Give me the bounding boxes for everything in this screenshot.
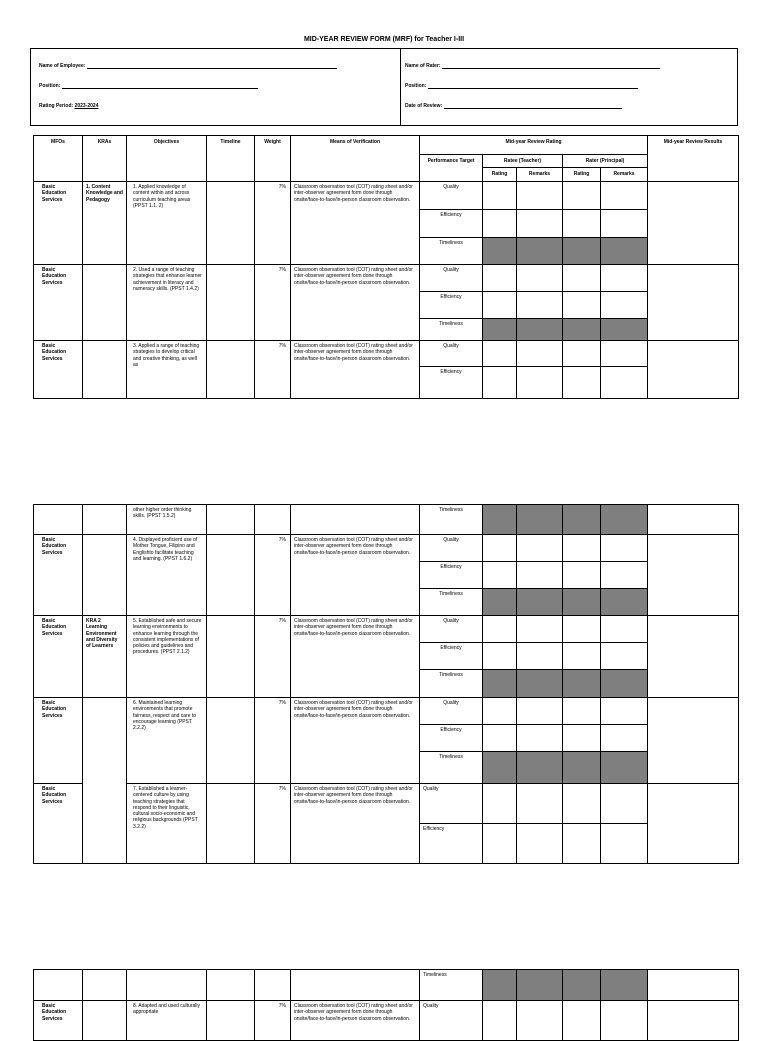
mfo-cell: Basic Education Services bbox=[34, 341, 83, 399]
shaded-cell bbox=[601, 970, 648, 1001]
ratee-remarks-cell[interactable] bbox=[517, 562, 563, 589]
objective-cell: 7. Established a learner-centered culture by using teaching strategies that respond to their linguistic, cultural socio-economic and religious backgrounds (PPST 3.2.2) bbox=[127, 784, 207, 864]
shaded-cell bbox=[601, 752, 648, 784]
table-row bbox=[34, 505, 739, 535]
kra-cell: 1. Content Knowledge and Pedagogy bbox=[83, 182, 127, 265]
shaded-cell bbox=[563, 752, 601, 784]
rater-rating-cell[interactable] bbox=[563, 341, 601, 367]
employee-position-field[interactable] bbox=[39, 83, 258, 89]
shaded-cell bbox=[601, 238, 648, 265]
rater-rating-cell[interactable] bbox=[563, 616, 601, 643]
ratee-rating-cell[interactable] bbox=[483, 698, 517, 725]
rating-period-label: Rating Period: bbox=[39, 103, 74, 109]
rater-remarks-cell[interactable] bbox=[601, 341, 648, 367]
timeline-cell[interactable] bbox=[207, 535, 255, 616]
ratee-rating-cell[interactable] bbox=[483, 341, 517, 367]
rater-remarks-cell[interactable] bbox=[601, 643, 648, 670]
table-row bbox=[34, 182, 739, 210]
means-cell bbox=[291, 505, 420, 535]
date-review-field[interactable] bbox=[405, 103, 622, 109]
rater-remarks-cell[interactable] bbox=[601, 1001, 648, 1041]
weight-cell: 7% bbox=[255, 1001, 291, 1041]
target-efficiency: Efficiency bbox=[420, 643, 483, 670]
ratee-remarks-cell[interactable] bbox=[517, 341, 563, 367]
objective-cell bbox=[127, 970, 207, 1001]
header-means: Means of Verification bbox=[291, 136, 420, 182]
employee-position-line[interactable] bbox=[62, 83, 258, 89]
mfo-cell: Basic Education Services bbox=[34, 182, 83, 265]
results-cell[interactable] bbox=[648, 341, 739, 399]
rater-remarks-cell[interactable] bbox=[601, 562, 648, 589]
mfo-cell: Basic Education Services bbox=[34, 698, 83, 784]
ratee-remarks-cell[interactable] bbox=[517, 725, 563, 752]
shaded-cell bbox=[601, 589, 648, 616]
header-mfos: MFOs bbox=[34, 136, 83, 182]
rater-remarks-cell[interactable] bbox=[601, 210, 648, 238]
means-cell: Classroom observation tool (COT) rating sheet and/or inter-observer agreement form done through onsite/face-to-face/in-person classroom observation. bbox=[291, 265, 420, 341]
target-quality: Quality bbox=[420, 616, 483, 643]
rater-name-field[interactable] bbox=[405, 63, 660, 69]
ratee-remarks-cell[interactable] bbox=[517, 643, 563, 670]
target-timeliness: Timeliness bbox=[420, 670, 483, 698]
rating-period-value: 2023-2024 bbox=[74, 103, 99, 109]
target-efficiency: Efficiency bbox=[420, 824, 483, 864]
shaded-cell bbox=[483, 670, 517, 698]
rater-rating-cell[interactable] bbox=[563, 292, 601, 319]
mrf-table-page-2 bbox=[33, 504, 739, 864]
kra-cell bbox=[83, 535, 127, 616]
timeline-cell[interactable] bbox=[207, 784, 255, 864]
header-results: Mid-year Review Results bbox=[648, 136, 739, 182]
objective-cell: 4. Displayed proficient use of Mother Tongue, Filipino and Englishto facilitate teaching and learning. (PPST 1.6.2) bbox=[127, 535, 207, 616]
means-cell: Classroom observation tool (COT) rating sheet and/or inter-observer agreement form done through onsite/face-to-face/in-person classroom observation. bbox=[291, 784, 420, 864]
mrf-table-page-1 bbox=[33, 135, 739, 399]
timeline-cell[interactable] bbox=[207, 698, 255, 784]
means-cell: Classroom observation tool (COT) rating sheet and/or inter-observer agreement form done through onsite/face-to-face/in-person classroom observation. bbox=[291, 341, 420, 399]
results-cell[interactable] bbox=[648, 1001, 739, 1041]
table-row bbox=[34, 698, 739, 725]
timeline-cell[interactable] bbox=[207, 265, 255, 341]
target-quality: Quality bbox=[420, 698, 483, 725]
target-timeliness: Timeliness bbox=[420, 505, 483, 535]
results-cell[interactable] bbox=[648, 698, 739, 784]
header-objectives: Objectives bbox=[127, 136, 207, 182]
form-title: MID-YEAR REVIEW FORM (MRF) for Teacher I-III bbox=[303, 36, 465, 43]
ratee-rating-cell[interactable] bbox=[483, 562, 517, 589]
ratee-remarks-cell[interactable] bbox=[517, 535, 563, 562]
table-row bbox=[34, 970, 739, 1001]
ratee-rating-cell[interactable] bbox=[483, 367, 517, 399]
shaded-cell bbox=[563, 505, 601, 535]
target-quality: Quality bbox=[420, 784, 483, 824]
shaded-cell bbox=[563, 319, 601, 341]
shaded-cell bbox=[517, 238, 563, 265]
shaded-cell bbox=[601, 319, 648, 341]
rater-position-line[interactable] bbox=[428, 83, 638, 89]
ratee-remarks-cell[interactable] bbox=[517, 367, 563, 399]
ratee-rating-cell[interactable] bbox=[483, 643, 517, 670]
means-cell: Classroom observation tool (COT) rating sheet and/or inter-observer agreement form done through onsite/face-to-face/in-person classroom observation. bbox=[291, 616, 420, 698]
shaded-cell bbox=[483, 970, 517, 1001]
results-cell[interactable] bbox=[648, 616, 739, 698]
header-rater-rating: Rating bbox=[563, 168, 601, 182]
rater-rating-cell[interactable] bbox=[563, 562, 601, 589]
rater-remarks-cell[interactable] bbox=[601, 367, 648, 399]
shaded-cell bbox=[517, 752, 563, 784]
results-cell[interactable] bbox=[648, 535, 739, 616]
table-row bbox=[34, 1001, 739, 1041]
mrf-table-page-3 bbox=[33, 969, 739, 1041]
header-performance-target: Performance Target bbox=[420, 155, 483, 182]
target-timeliness: Timeliness bbox=[420, 589, 483, 616]
shaded-cell bbox=[483, 319, 517, 341]
table-row bbox=[34, 341, 739, 367]
weight-cell: 7% bbox=[255, 784, 291, 864]
kra-cell bbox=[83, 505, 127, 535]
shaded-cell bbox=[563, 238, 601, 265]
kra-cell bbox=[83, 970, 127, 1001]
ratee-remarks-cell[interactable] bbox=[517, 824, 563, 864]
shaded-cell bbox=[601, 670, 648, 698]
date-review-label: Date of Review: bbox=[405, 103, 443, 109]
rater-remarks-cell[interactable] bbox=[601, 616, 648, 643]
employee-position-label: Position: bbox=[39, 83, 61, 89]
date-review-line[interactable] bbox=[444, 103, 622, 109]
header-ratee-remarks: Remarks bbox=[517, 168, 563, 182]
table-row bbox=[34, 784, 739, 824]
weight-cell: 7% bbox=[255, 265, 291, 341]
results-cell[interactable] bbox=[648, 784, 739, 864]
kra-cell: KRA 2 Learning Environment and Diversity of Learners bbox=[83, 616, 127, 698]
ratee-rating-cell[interactable] bbox=[483, 182, 517, 210]
weight-cell bbox=[255, 970, 291, 1001]
means-cell: Classroom observation tool (COT) rating sheet and/or inter-observer agreement form done through onsite/face-to-face/in-person classroom observation. bbox=[291, 182, 420, 265]
rater-remarks-cell[interactable] bbox=[601, 698, 648, 725]
target-timeliness: Timeliness bbox=[420, 319, 483, 341]
ratee-rating-cell[interactable] bbox=[483, 616, 517, 643]
ratee-remarks-cell[interactable] bbox=[517, 265, 563, 292]
target-timeliness: Timeliness bbox=[420, 238, 483, 265]
target-timeliness: Timeliness bbox=[420, 970, 483, 1001]
header-rater-remarks: Remarks bbox=[601, 168, 648, 182]
weight-cell: 7% bbox=[255, 616, 291, 698]
mfo-cell: Basic Education Services bbox=[34, 265, 83, 341]
target-efficiency: Efficiency bbox=[420, 292, 483, 319]
target-efficiency: Efficiency bbox=[420, 725, 483, 752]
ratee-remarks-cell[interactable] bbox=[517, 616, 563, 643]
objective-cell: 2. Used a range of teaching strategies that enhance learner achievement in literacy and numeracy skills. (PPST 1.4.2) bbox=[127, 265, 207, 341]
mfo-cell: Basic Education Services bbox=[34, 1001, 83, 1041]
results-cell[interactable] bbox=[648, 505, 739, 535]
mfo-cell bbox=[34, 505, 83, 535]
kra-cell bbox=[83, 1001, 127, 1041]
shaded-cell bbox=[483, 505, 517, 535]
mfo-cell: Basic Education Services bbox=[34, 784, 83, 864]
employee-name-field[interactable] bbox=[39, 63, 337, 69]
header-kras: KRAs bbox=[83, 136, 127, 182]
results-cell[interactable] bbox=[648, 182, 739, 265]
timeline-cell[interactable] bbox=[207, 505, 255, 535]
shaded-cell bbox=[483, 752, 517, 784]
target-quality: Quality bbox=[420, 182, 483, 210]
target-quality: Quality bbox=[420, 265, 483, 292]
objective-cell: 3. Applied a range of teaching strategies to develop critical and creative thinking, as well as bbox=[127, 341, 207, 399]
rater-rating-cell[interactable] bbox=[563, 824, 601, 864]
kra-cell bbox=[83, 341, 127, 399]
target-efficiency: Efficiency bbox=[420, 210, 483, 238]
header-rater: Rater (Principal) bbox=[563, 155, 648, 168]
target-efficiency: Efficiency bbox=[420, 562, 483, 589]
objective-cell: other higher order thinking skills. (PPST 1.5.2) bbox=[127, 505, 207, 535]
ratee-rating-cell[interactable] bbox=[483, 535, 517, 562]
timeline-cell[interactable] bbox=[207, 341, 255, 399]
shaded-cell bbox=[517, 970, 563, 1001]
ratee-remarks-cell[interactable] bbox=[517, 182, 563, 210]
header-timeline: Timeline bbox=[207, 136, 255, 182]
means-cell: Classroom observation tool (COT) rating sheet and/or inter-observer agreement form done through onsite/face-to-face/in-person classroom observation. bbox=[291, 1001, 420, 1041]
rater-rating-cell[interactable] bbox=[563, 210, 601, 238]
objective-cell: 1. Applied knowledge of content within and across curriculum teaching areas (PPST 1.1. 2) bbox=[127, 182, 207, 265]
rating-period-field bbox=[39, 103, 98, 109]
shaded-cell bbox=[601, 505, 648, 535]
ratee-rating-cell[interactable] bbox=[483, 1001, 517, 1041]
header-ratee-rating: Rating bbox=[483, 168, 517, 182]
rater-rating-cell[interactable] bbox=[563, 698, 601, 725]
rater-rating-cell[interactable] bbox=[563, 182, 601, 210]
shaded-cell bbox=[517, 589, 563, 616]
mfo-cell bbox=[34, 970, 83, 1001]
weight-cell: 7% bbox=[255, 341, 291, 399]
objective-cell: 6. Maintained learning environments that promote fairness, respect and care to encourage learning (PPST 2.2.2) bbox=[127, 698, 207, 784]
employee-info-box bbox=[30, 48, 738, 126]
ratee-remarks-cell[interactable] bbox=[517, 210, 563, 238]
rater-remarks-cell[interactable] bbox=[601, 725, 648, 752]
rater-remarks-cell[interactable] bbox=[601, 292, 648, 319]
rater-name-line[interactable] bbox=[442, 63, 660, 69]
rater-rating-cell[interactable] bbox=[563, 1001, 601, 1041]
means-cell bbox=[291, 970, 420, 1001]
ratee-remarks-cell[interactable] bbox=[517, 784, 563, 824]
target-timeliness: Timeliness bbox=[420, 752, 483, 784]
weight-cell: 7% bbox=[255, 182, 291, 265]
shaded-cell bbox=[563, 670, 601, 698]
table-row bbox=[34, 265, 739, 292]
target-quality: Quality bbox=[420, 535, 483, 562]
timeline-cell[interactable] bbox=[207, 182, 255, 265]
target-quality: Quality bbox=[420, 341, 483, 367]
ratee-remarks-cell[interactable] bbox=[517, 292, 563, 319]
shaded-cell bbox=[563, 589, 601, 616]
rater-name-label: Name of Rater: bbox=[405, 63, 441, 69]
header-ratee: Ratee (Teacher) bbox=[483, 155, 563, 168]
shaded-cell bbox=[483, 238, 517, 265]
rater-rating-cell[interactable] bbox=[563, 784, 601, 824]
rater-remarks-cell[interactable] bbox=[601, 535, 648, 562]
means-cell: Classroom observation tool (COT) rating sheet and/or inter-observer agreement form done through onsite/face-to-face/in-person classroom observation. bbox=[291, 698, 420, 784]
rater-rating-cell[interactable] bbox=[563, 367, 601, 399]
timeline-cell[interactable] bbox=[207, 1001, 255, 1041]
rater-remarks-cell[interactable] bbox=[601, 182, 648, 210]
mfo-cell: Basic Education Services bbox=[34, 616, 83, 698]
weight-cell bbox=[255, 505, 291, 535]
employee-name-label: Name of Employee: bbox=[39, 63, 86, 69]
mfo-cell: Basic Education Services bbox=[34, 535, 83, 616]
ratee-remarks-cell[interactable] bbox=[517, 698, 563, 725]
header-mid-year-rating: Mid-year Review Rating bbox=[420, 136, 648, 155]
timeline-cell[interactable] bbox=[207, 616, 255, 698]
employee-name-line[interactable] bbox=[87, 63, 337, 69]
ratee-rating-cell[interactable] bbox=[483, 725, 517, 752]
shaded-cell bbox=[517, 319, 563, 341]
rater-position-field[interactable] bbox=[405, 83, 638, 89]
target-efficiency: Efficiency bbox=[420, 367, 483, 399]
rater-rating-cell[interactable] bbox=[563, 535, 601, 562]
rater-remarks-cell[interactable] bbox=[601, 784, 648, 824]
shaded-cell bbox=[517, 670, 563, 698]
header-weight: Weight bbox=[255, 136, 291, 182]
info-divider bbox=[400, 49, 401, 125]
ratee-rating-cell[interactable] bbox=[483, 784, 517, 824]
kra-cell bbox=[83, 265, 127, 341]
objective-cell: 5. Established safe and secure learning environments to enhance learning through the consistent implementations of policies and guidelines and procedures. (PPST 2.1.2) bbox=[127, 616, 207, 698]
target-quality: Quality bbox=[420, 1001, 483, 1041]
shaded-cell bbox=[517, 505, 563, 535]
ratee-rating-cell[interactable] bbox=[483, 210, 517, 238]
shaded-cell bbox=[563, 970, 601, 1001]
ratee-rating-cell[interactable] bbox=[483, 292, 517, 319]
means-cell: Classroom observation tool (COT) rating sheet and/or inter-observer agreement form done through onsite/face-to-face/in-person classroom observation. bbox=[291, 535, 420, 616]
rater-rating-cell[interactable] bbox=[563, 643, 601, 670]
ratee-rating-cell[interactable] bbox=[483, 265, 517, 292]
rater-rating-cell[interactable] bbox=[563, 725, 601, 752]
ratee-rating-cell[interactable] bbox=[483, 824, 517, 864]
results-cell[interactable] bbox=[648, 970, 739, 1001]
rater-position-label: Position: bbox=[405, 83, 427, 89]
rater-rating-cell[interactable] bbox=[563, 265, 601, 292]
ratee-remarks-cell[interactable] bbox=[517, 1001, 563, 1041]
kra-cell bbox=[83, 698, 127, 864]
weight-cell: 7% bbox=[255, 535, 291, 616]
rater-remarks-cell[interactable] bbox=[601, 824, 648, 864]
table-row bbox=[34, 535, 739, 562]
shaded-cell bbox=[483, 589, 517, 616]
weight-cell: 7% bbox=[255, 698, 291, 784]
timeline-cell[interactable] bbox=[207, 970, 255, 1001]
results-cell[interactable] bbox=[648, 265, 739, 341]
rater-remarks-cell[interactable] bbox=[601, 265, 648, 292]
objective-cell: 8. Adapted and used culturally appropriate bbox=[127, 1001, 207, 1041]
table-row bbox=[34, 616, 739, 643]
